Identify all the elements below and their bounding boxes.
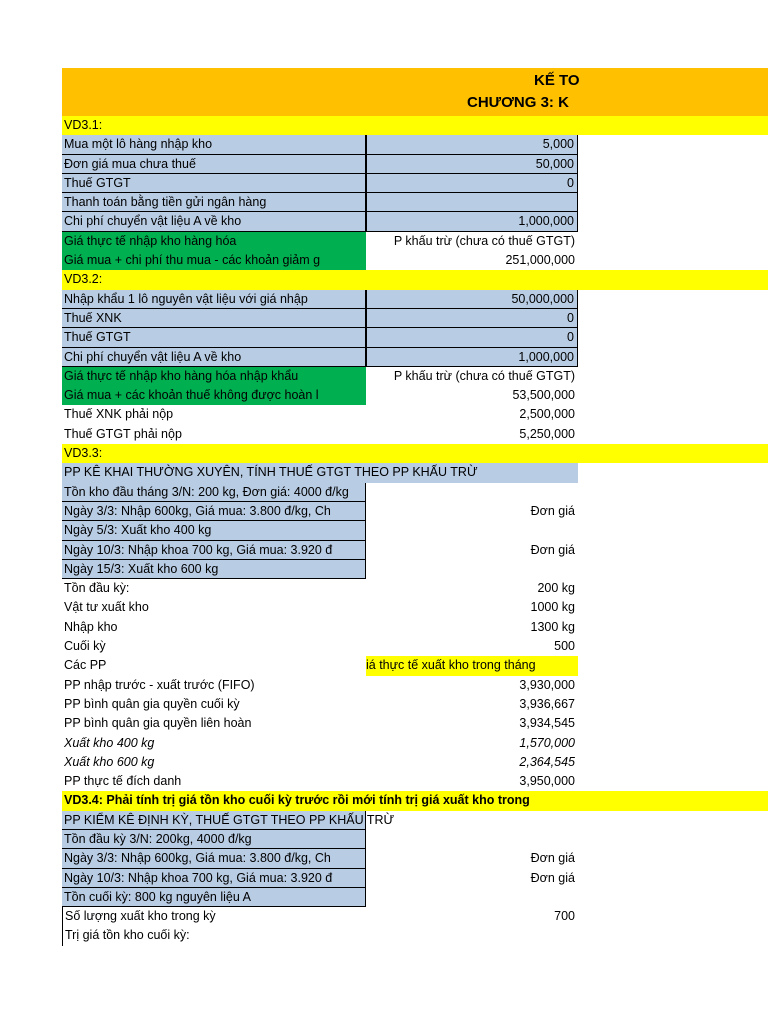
- cell-label: Cuối kỳ: [64, 639, 106, 654]
- table-row[interactable]: [62, 367, 768, 386]
- cell-label: PP KIỂM KÊ ĐỊNH KỲ, THUẾ GTGT THEO PP KHẤU TRỪ: [62, 811, 366, 830]
- cell-label: Xuất kho 600 kg: [64, 754, 155, 769]
- table-row[interactable]: [62, 888, 768, 907]
- table-row[interactable]: [62, 695, 768, 714]
- cell-label: Số lượng xuất kho trong kỳ: [62, 907, 366, 926]
- cell-label: Thuế XNK phải nộp: [64, 407, 174, 422]
- section-header-vd31[interactable]: [62, 116, 768, 135]
- cell-value: 1,570,000: [519, 735, 575, 750]
- table-row[interactable]: [62, 290, 768, 309]
- cell-value: Đơn giá: [530, 542, 575, 557]
- cell-value: 50,000,000: [366, 290, 578, 309]
- cell-value: 2,364,545: [519, 754, 575, 769]
- cell-value: 200 kg: [537, 581, 575, 596]
- cell-label: Tồn đầu kỳ 3/N: 200kg, 4000 đ/kg: [62, 830, 366, 849]
- table-row[interactable]: [62, 348, 768, 367]
- cell-label: PP bình quân gia quyền liên hoàn: [64, 716, 252, 731]
- section-header-vd32[interactable]: [62, 270, 768, 289]
- table-row[interactable]: [62, 618, 768, 637]
- cell-label: VD3.4: Phải tính trị giá tồn kho cuối kỳ trước rồi mới tính trị giá xuất kho trong: [64, 793, 530, 808]
- table-row[interactable]: [62, 232, 768, 251]
- cell-label: Ngày 3/3: Nhập 600kg, Giá mua: 3.800 đ/kg, Ch: [62, 502, 366, 521]
- cell-value: 50,000: [366, 155, 578, 174]
- spreadsheet: [62, 68, 768, 946]
- cell-value: 0: [366, 174, 578, 193]
- cell-label: Thuế XNK: [62, 309, 366, 328]
- cell-label: Thuế GTGT: [62, 328, 366, 347]
- cell-label: Tồn kho đầu tháng 3/N: 200 kg, Đơn giá: 4000 đ/kg: [62, 483, 366, 502]
- cell-value: [366, 560, 578, 579]
- table-row[interactable]: [62, 637, 768, 656]
- table-row[interactable]: [62, 174, 768, 193]
- cell-label: Giá thực tế nhập kho hàng hóa nhập khẩu: [62, 367, 366, 386]
- cell-value: iá thực tế xuất kho trong tháng: [366, 656, 578, 675]
- table-row[interactable]: [62, 560, 768, 579]
- cell-label: Ngày 5/3: Xuất kho 400 kg: [62, 521, 366, 540]
- table-row[interactable]: [62, 521, 768, 540]
- title-line-2: CHƯƠNG 3: K: [467, 94, 569, 111]
- cell-value: 0: [366, 328, 578, 347]
- table-row[interactable]: [62, 328, 768, 347]
- cell-value: 0: [366, 309, 578, 328]
- cell-label: Đơn giá mua chưa thuế: [62, 155, 366, 174]
- cell-value: P khấu trừ (chưa có thuế GTGT): [393, 368, 575, 383]
- cell-label: Ngày 10/3: Nhập khoa 700 kg, Giá mua: 3.920 đ: [62, 541, 366, 560]
- table-row[interactable]: [62, 541, 768, 560]
- table-row[interactable]: [62, 869, 768, 888]
- title-banner: [62, 68, 768, 116]
- cell-label: Xuất kho 400 kg: [64, 735, 155, 750]
- cell-label: VD3.1:: [64, 118, 103, 132]
- section-header-vd33[interactable]: [62, 444, 768, 463]
- table-row[interactable]: [62, 907, 768, 926]
- cell-label: Thuế GTGT: [62, 174, 366, 193]
- subheader-row[interactable]: [62, 463, 768, 482]
- cell-value: 1300 kg: [530, 619, 575, 634]
- table-row[interactable]: [62, 656, 768, 675]
- table-row[interactable]: [62, 135, 768, 154]
- cell-label: PP nhập trước - xuất trước (FIFO): [64, 677, 255, 692]
- cell-value: 500: [554, 639, 575, 654]
- cell-label: VD3.3:: [64, 446, 103, 461]
- cell-label: Tồn đầu kỳ:: [64, 581, 130, 596]
- cell-label: Giá thực tế nhập kho hàng hóa: [62, 232, 366, 251]
- cell-label: VD3.2:: [64, 272, 103, 287]
- table-row[interactable]: [62, 849, 768, 868]
- cell-value: [366, 521, 578, 540]
- cell-label: Giá mua + các khoản thuế không được hoàn l: [62, 386, 366, 405]
- cell-value: P khấu trừ (chưa có thuế GTGT): [393, 233, 575, 248]
- cell-value: 3,930,000: [519, 677, 575, 692]
- table-row[interactable]: [62, 155, 768, 174]
- table-row[interactable]: [62, 579, 768, 598]
- cell-label: PP KÊ KHAI THƯỜNG XUYÊN, TÍNH THUẾ GTGT THEO PP KHẤU TRỪ: [62, 463, 578, 482]
- cell-label: Vật tư xuất kho: [64, 600, 149, 615]
- table-row[interactable]: [62, 598, 768, 617]
- table-row[interactable]: [62, 405, 768, 424]
- cell-label: Ngày 15/3: Xuất kho 600 kg: [62, 560, 366, 579]
- cell-label: Ngày 10/3: Nhập khoa 700 kg, Giá mua: 3.920 đ: [62, 869, 366, 888]
- cell-value: [366, 830, 578, 849]
- table-row[interactable]: [62, 676, 768, 695]
- table-row[interactable]: [62, 483, 768, 502]
- cell-value: [366, 926, 578, 945]
- table-row[interactable]: [62, 251, 768, 270]
- table-row[interactable]: [62, 926, 768, 945]
- cell-value: [366, 888, 578, 907]
- table-row[interactable]: [62, 753, 768, 772]
- cell-value: [366, 193, 578, 212]
- table-row[interactable]: [62, 212, 768, 231]
- cell-value: 3,934,545: [519, 716, 575, 731]
- cell-label: Ngày 3/3: Nhập 600kg, Giá mua: 3.800 đ/kg, Ch: [62, 849, 366, 868]
- cell-value: 1,000,000: [366, 348, 578, 367]
- table-row[interactable]: [62, 425, 768, 444]
- cell-label: Chi phí chuyển vật liệu A về kho: [62, 348, 366, 367]
- title-line-1: KẾ TO: [534, 72, 580, 89]
- cell-label: Tồn cuối kỳ: 800 kg nguyên liệu A: [62, 888, 366, 907]
- cell-label: Thuế GTGT phải nộp: [64, 426, 182, 441]
- cell-value: 5,250,000: [519, 426, 575, 441]
- cell-value: 5,000: [366, 135, 578, 154]
- table-row[interactable]: [62, 734, 768, 753]
- cell-label: Trị giá tồn kho cuối kỳ:: [62, 926, 366, 945]
- table-row[interactable]: [62, 386, 768, 405]
- cell-label: Mua một lô hàng nhập kho: [62, 135, 366, 154]
- cell-label: PP thực tế đích danh: [64, 774, 182, 789]
- cell-label: Chi phí chuyển vật liệu A về kho: [62, 212, 366, 231]
- cell-value: 3,950,000: [519, 774, 575, 789]
- cell-value: Đơn giá: [530, 851, 575, 866]
- cell-value: Đơn giá: [530, 870, 575, 885]
- subheader-row[interactable]: [62, 811, 768, 830]
- cell-value: 53,500,000: [512, 388, 575, 403]
- cell-value: 2,500,000: [519, 407, 575, 422]
- cell-label: Giá mua + chi phí thu mua - các khoản giảm g: [62, 251, 366, 270]
- cell-value: 251,000,000: [505, 253, 575, 268]
- cell-value: [366, 483, 578, 502]
- cell-value: 3,936,667: [519, 696, 575, 711]
- cell-value: 1,000,000: [366, 212, 578, 231]
- cell-label: Nhập kho: [64, 619, 118, 634]
- table-row[interactable]: [62, 830, 768, 849]
- cell-label: Thanh toán bằng tiền gửi ngân hàng: [62, 193, 366, 212]
- cell-value: Đơn giá: [530, 503, 575, 518]
- table-row[interactable]: [62, 309, 768, 328]
- table-row[interactable]: [62, 772, 768, 791]
- table-row[interactable]: [62, 502, 768, 521]
- section-header-vd34[interactable]: [62, 791, 768, 810]
- cell-value: 700: [554, 909, 575, 924]
- cell-value: 1000 kg: [530, 600, 575, 615]
- cell-label: PP bình quân gia quyền cuối kỳ: [64, 696, 240, 711]
- table-row[interactable]: [62, 714, 768, 733]
- cell-label: Nhập khẩu 1 lô nguyên vật liệu với giá nhập: [62, 290, 366, 309]
- table-row[interactable]: [62, 193, 768, 212]
- cell-label: Các PP: [64, 658, 107, 673]
